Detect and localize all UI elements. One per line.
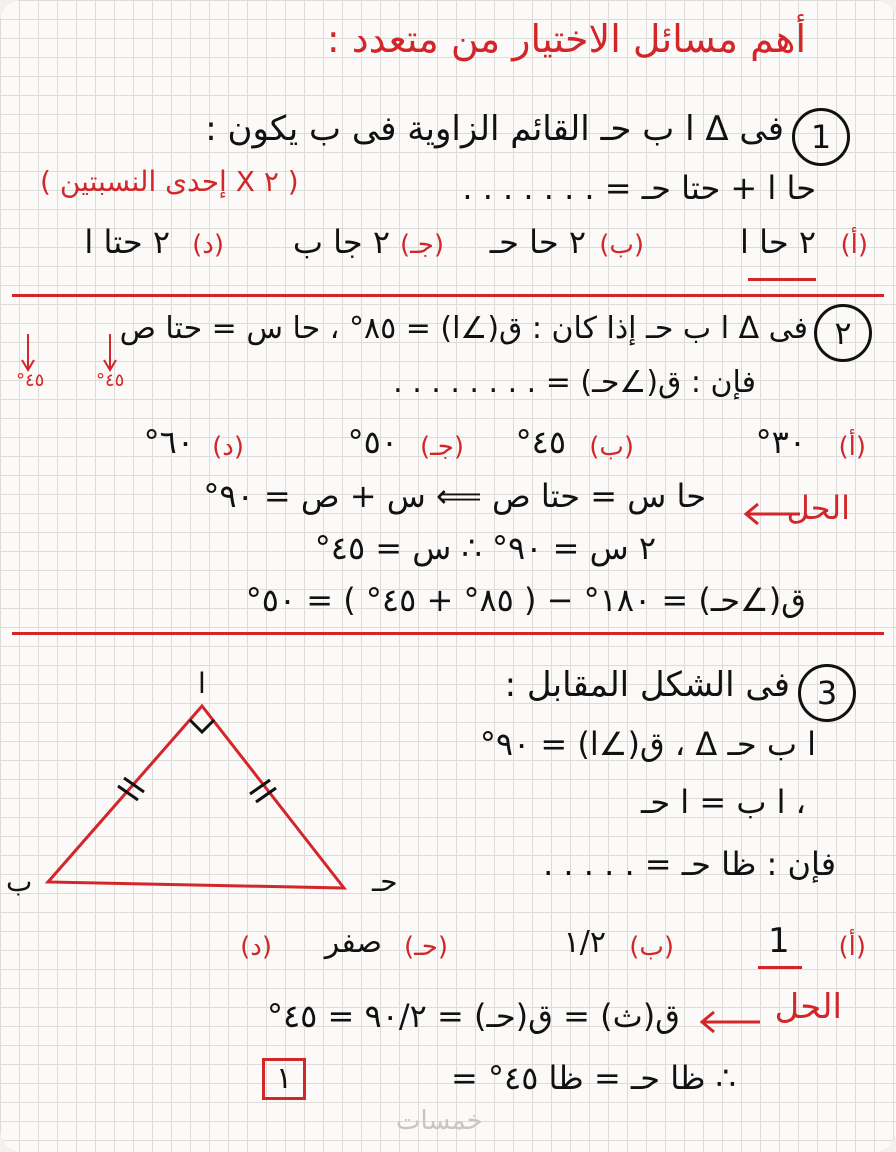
page-title: أهم مسائل الاختيار من متعدد : — [326, 17, 806, 61]
q1-option-b-label: (ب) — [599, 230, 644, 260]
q2-note-left: ٤٥° — [16, 370, 45, 391]
q2-option-b-label: (ب) — [589, 432, 634, 462]
q3-solution-line-1: ق(ث) = ق(حـ) = ٩٠/٢ = ٤٥° — [266, 997, 680, 1035]
q1-answer-underline — [748, 278, 816, 281]
q2-option-c: ٥٠° — [347, 423, 398, 461]
q1-option-b: ٢ حا حـ — [489, 223, 586, 261]
q2-solution-line-3: ق(∠حـ) = ١٨٠° − ( ٨٥° + ٤٥° ) = ٥٠° — [245, 581, 806, 619]
divider-1 — [12, 294, 884, 297]
solution-arrow-icon — [740, 500, 802, 528]
q2-option-c-label: (جـ) — [420, 432, 464, 462]
vertex-c-label: حـ — [372, 865, 398, 898]
q3-answer-underline — [758, 966, 802, 969]
q3-line-1: ا ب حـ Δ ، ق(∠ا) = ٩٠° — [479, 725, 816, 763]
q3-solution-label: الحل — [774, 987, 842, 1027]
q2-option-b: ٤٥° — [515, 423, 566, 461]
q3-option-c: صفر — [324, 925, 382, 960]
q2-option-a: ٣٠° — [755, 423, 806, 461]
watermark: خمسات — [396, 1106, 483, 1136]
q2-option-a-label: (أ) — [838, 432, 866, 462]
q3-option-b-label: (ب) — [629, 932, 674, 962]
q1-option-c: ٢ جا ب — [292, 223, 390, 261]
question-1-number: 1 — [792, 108, 850, 166]
question-2-number: ٢ — [814, 304, 872, 362]
q3-line-2: ، ا ب = ا حـ — [640, 783, 806, 821]
q3-answer-box: ١ — [262, 1058, 306, 1100]
solution-arrow-icon — [696, 1008, 762, 1036]
question-3-number: 3 — [798, 664, 856, 722]
q3-solution-line-2: ∴ ظا حـ = ظا ٤٥° = — [451, 1059, 736, 1097]
q2-solution-line-2: ٢ س = ٩٠° ∴ س = ٤٥° — [314, 529, 656, 567]
vertex-a-label: ا — [198, 667, 206, 700]
q2-note-right: ٤٥° — [96, 370, 125, 391]
q3-option-d-label: (د) — [240, 932, 272, 962]
q3-option-c-label: (حـ) — [404, 932, 448, 962]
q2-solution-label: الحل — [786, 489, 850, 527]
q2-solution-line-1: حا س = حتا ص ⟸ س + ص = ٩٠° — [203, 477, 706, 515]
q3-statement: فى الشكل المقابل : — [504, 665, 790, 705]
q3-option-a-label: (أ) — [838, 932, 866, 962]
q2-option-d: ٦٠° — [143, 423, 194, 461]
vertex-b-label: ب — [6, 865, 33, 898]
q3-question: فإن : ظا حـ = . . . . . — [543, 845, 836, 883]
q2-question: فإن : ق(∠حـ) = . . . . . . . . — [393, 365, 756, 400]
q1-equation: حا ا + حتا حـ = . . . . . . . — [462, 169, 816, 207]
q2-option-d-label: (د) — [212, 432, 244, 462]
q1-statement: فى Δ ا ب حـ القائم الزاوية فى ب يكون : — [205, 109, 784, 149]
q1-hint: ( ٢ X إحدى النسبتين ) — [40, 165, 299, 198]
q1-option-a: ٢ حا ا — [740, 223, 816, 261]
q3-option-b: ١/٢ — [563, 925, 606, 960]
triangle-figure — [0, 660, 420, 900]
divider-2 — [12, 632, 884, 635]
q1-option-c-label: (جـ) — [400, 230, 444, 260]
q1-option-a-label: (أ) — [840, 230, 868, 260]
q2-statement: فى Δ ا ب حـ إذا كان : ق(∠ا) = ٨٥° ، حا س = حتا ص — [119, 311, 808, 346]
q1-option-d-label: (د) — [192, 230, 224, 260]
q3-option-a: 1 — [768, 921, 790, 961]
q1-option-d: ٢ حتا ا — [84, 223, 170, 261]
